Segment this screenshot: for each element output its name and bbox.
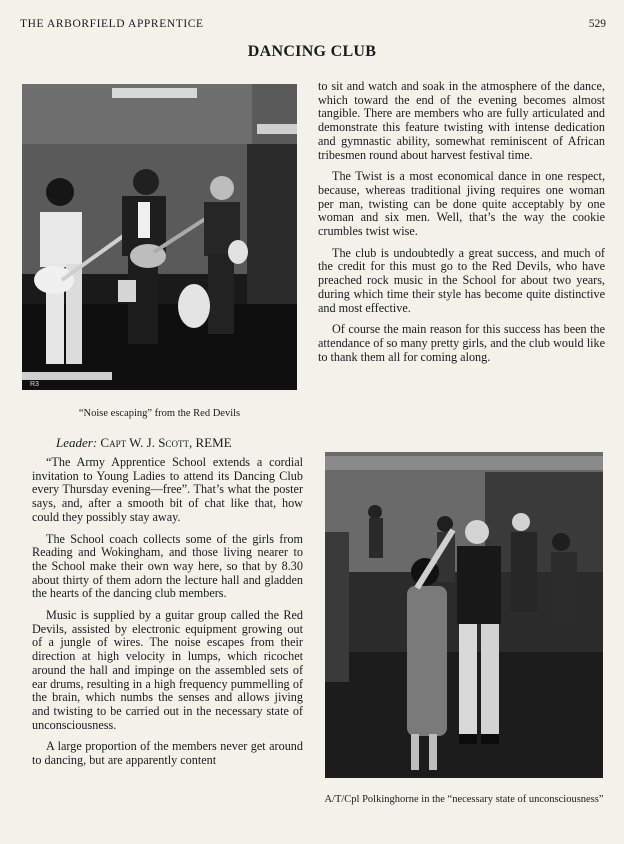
- band-photo-caption: “Noise escaping” from the Red Devils: [78, 408, 241, 419]
- dancers-photo: [325, 452, 603, 778]
- paragraph: The club is undoubtedly a great success, and much of the credit for this must go to the Red Devils, who have preached rock music in the School for about two years, during which time their style has become quite distinctive and most effective.: [318, 245, 605, 315]
- paragraph: Of course the main reason for this success has been the attendance of so many pretty girls, and the club would like to thank them all for coming along.: [318, 322, 605, 364]
- paragraph: The School coach collects some of the girls from Reading and Wokingham, and those living nearer to the School make their own way here, so that by 8.30 about thirty of them adorn the lecture hall and gladden the hearts of the dancing club members.: [32, 531, 303, 601]
- dancers-photo-caption: A/T/Cpl Polkinghorne in the “necessary state of unconsciousness”: [324, 794, 604, 805]
- paragraph: “The Army Apprentice School extends a cordial invitation to Young Ladies to attend its Dancing Club every Thursday evening—free”. That’s what the poster says, and, after a smooth bit of chat like that, how could they possibly stay away.: [32, 455, 303, 524]
- article-title: DANCING CLUB: [247, 43, 377, 60]
- paragraph: A large proportion of the members never get around to dancing, but are apparently content: [32, 739, 303, 768]
- leader-line: [56, 435, 232, 451]
- right-column: [318, 80, 605, 372]
- band-photo: [22, 84, 297, 390]
- band-photo-illustration: [22, 84, 297, 390]
- paragraph: to sit and watch and soak in the atmosphere of the dance, which toward the end of the evening becomes almost tangible. There are members who are fully articulated and demonstrate this feature twisting with intense dedication and gymnastic ability, somewhat reminiscent of African tribesmen round about harvest festival time.: [318, 79, 605, 162]
- leader-name: Capt W. J. Scott, REME: [100, 435, 232, 450]
- paragraph: Music is supplied by a guitar group called the Red Devils, assisted by electronic equipment growing out of a jungle of wires. The noise escapes from their direction at high velocity in lumps, which ricochet around the hall and impinge on the assembled sets of ear drums, resulting in a high frequency pummelling of the brain, which numbs the senses and allows jiving and twisting to be carried out in the necessary state of unconsciousness.: [32, 608, 303, 732]
- leader-label: Leader:: [56, 435, 98, 450]
- left-column: [32, 456, 303, 776]
- dancers-photo-illustration: [325, 452, 603, 778]
- photo-stamp: R3: [30, 381, 39, 388]
- page-number: 529: [588, 18, 606, 30]
- paragraph: The Twist is a most economical dance in one respect, because, whereas traditional jiving requires one woman per man, twisting can be done quite acceptably by one woman and six men. Well, that’s the way the cookie crumbles twist wise.: [318, 169, 605, 239]
- running-head: THE ARBORFIELD APPRENTICE: [20, 18, 204, 30]
